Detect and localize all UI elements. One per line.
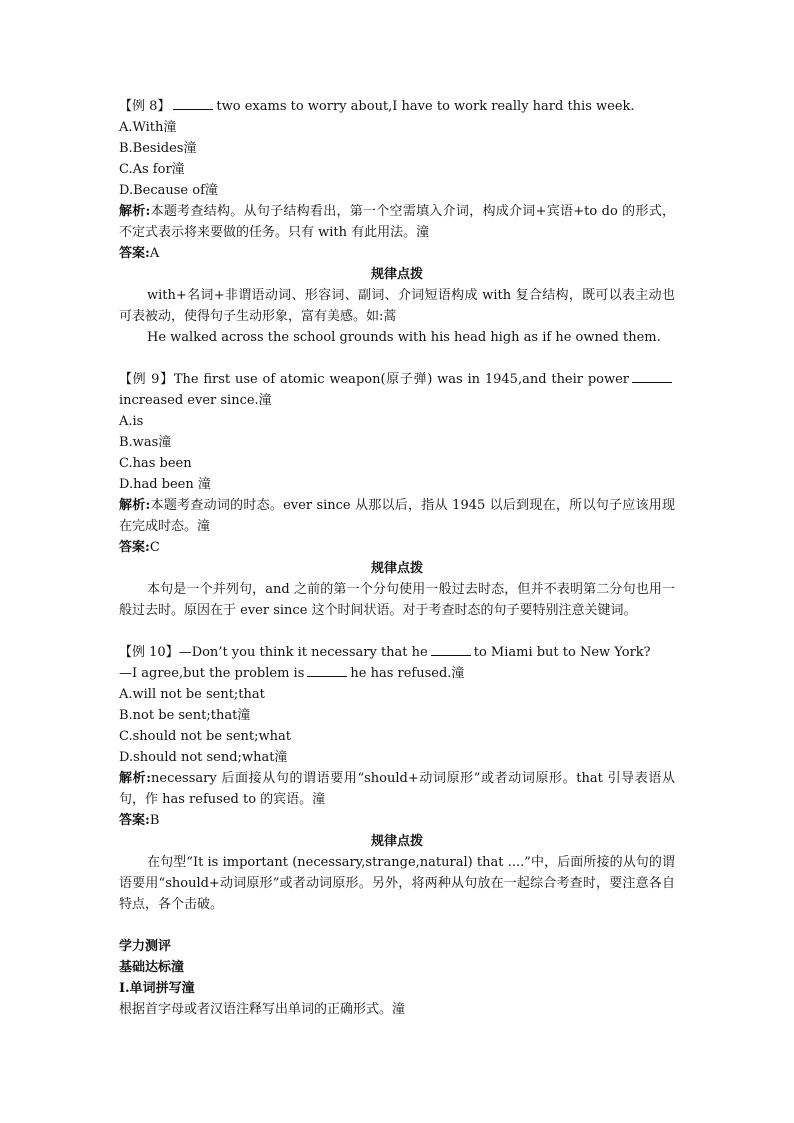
part-heading: Ⅰ.单词拼写潼 (119, 981, 195, 996)
instruction-text: 根据首字母或者汉语注释写出单词的正确形式。潼 (119, 1002, 406, 1017)
example-10-analysis (119, 768, 675, 810)
example-9-stem-part2: increased ever since.潼 (119, 393, 272, 408)
rule-text: 本句是一个并列句，and 之前的第一个分句使用一般过去时态，但并不表明第二分句也用一般过去时。原因在于 ever since 这个时间状语。对于考查时态的句子要特别注意关键词。 (119, 582, 675, 618)
rule-example: He walked across the school grounds with his head high as if he owned them. (147, 330, 661, 345)
example-10-q2-part1: —I agree,but the problem is (119, 666, 305, 681)
option-b: B.was潼 (119, 435, 172, 450)
example-8-question (119, 96, 675, 117)
example-8-analysis (119, 201, 675, 243)
section-heading: 学力测评 (119, 939, 172, 954)
example-9-answer (119, 537, 675, 558)
option-a: A.is (119, 414, 144, 429)
rule-text: 在句型“It is important (necessary,strange,natural) that ....”中，后面所接的从句的谓语要用“should+动词原形”或者动词原形。另外，将两种从句放在一起综合考查时，要注意各自特点，各个击破。 (119, 855, 675, 912)
option-c: C.should not be sent;what (119, 729, 291, 744)
example-9-tag: 【例 9】 (119, 372, 174, 387)
example-10-q1-part1: —Don’t you think it necessary that he (178, 645, 428, 660)
analysis-label: 解析: (119, 771, 152, 786)
example-10-tag: 【例 10】 (119, 645, 179, 660)
analysis-text: 本题考查动词的时态。ever since 从那以后，指从 1945 以后到现在，所以句子应该用现在完成时态。潼 (119, 498, 675, 534)
answer-value: B (149, 813, 160, 828)
option-c: C.has been (119, 456, 192, 471)
answer-label: 答案: (119, 246, 150, 261)
rule-heading: 规律点拨 (370, 561, 423, 576)
answer-value: C (149, 540, 160, 555)
option-b: B.Besides潼 (119, 141, 197, 156)
example-8-tag: 【例 8】 (119, 99, 171, 114)
example-9-analysis (119, 495, 675, 537)
rule-heading: 规律点拨 (370, 267, 423, 282)
option-d: D.Because of潼 (119, 183, 218, 198)
example-10-question-line1 (119, 642, 675, 663)
answer-label: 答案: (119, 540, 150, 555)
option-c: C.As for潼 (119, 162, 185, 177)
option-d: D.had been 潼 (119, 477, 211, 492)
answer-blank (431, 643, 471, 656)
example-9-stem-part1: The first use of atomic weapon(原子弹) was in 1945,and their power (173, 372, 630, 387)
answer-blank (173, 97, 213, 110)
option-a: A.will not be sent;that (119, 687, 265, 702)
example-10-question-line2 (119, 663, 675, 684)
analysis-label: 解析: (119, 498, 151, 513)
option-a: A.With潼 (119, 120, 177, 135)
example-10-q1-part2: to Miami but to New York? (473, 645, 651, 660)
example-9-question (119, 369, 675, 411)
answer-blank (307, 664, 347, 677)
answer-value: A (149, 246, 160, 261)
answer-blank (632, 370, 672, 383)
example-8-stem: two exams to worry about,I have to work really hard this week. (216, 99, 635, 114)
answer-label: 答案: (119, 813, 150, 828)
option-d: D.should not send;what潼 (119, 750, 288, 765)
analysis-text: necessary 后面接从句的谓语要用“should+动词原形”或者动词原形。that 引导表语从句，作 has refused to 的宾语。潼 (119, 771, 675, 807)
rule-heading: 规律点拨 (370, 834, 423, 849)
analysis-text: 本题考查结构。从句子结构看出，第一个空需填入介词，构成介词+宾语+to do 的形式，不定式表示将来要做的任务。只有 with 有此用法。潼 (119, 204, 675, 240)
subsection-heading: 基础达标潼 (119, 960, 185, 975)
example-10-q2-part2: he has refused.潼 (350, 666, 465, 681)
example-8-answer (119, 243, 675, 264)
document-page (119, 96, 675, 1020)
rule-text: with+名词+非谓语动词、形容词、副词、介词短语构成 with 复合结构，既可以表主动也可表被动，使得句子生动形象，富有美感。如:蒿 (119, 288, 675, 324)
example-10-answer (119, 810, 675, 831)
analysis-label: 解析: (119, 204, 151, 219)
option-b: B.not be sent;that潼 (119, 708, 251, 723)
